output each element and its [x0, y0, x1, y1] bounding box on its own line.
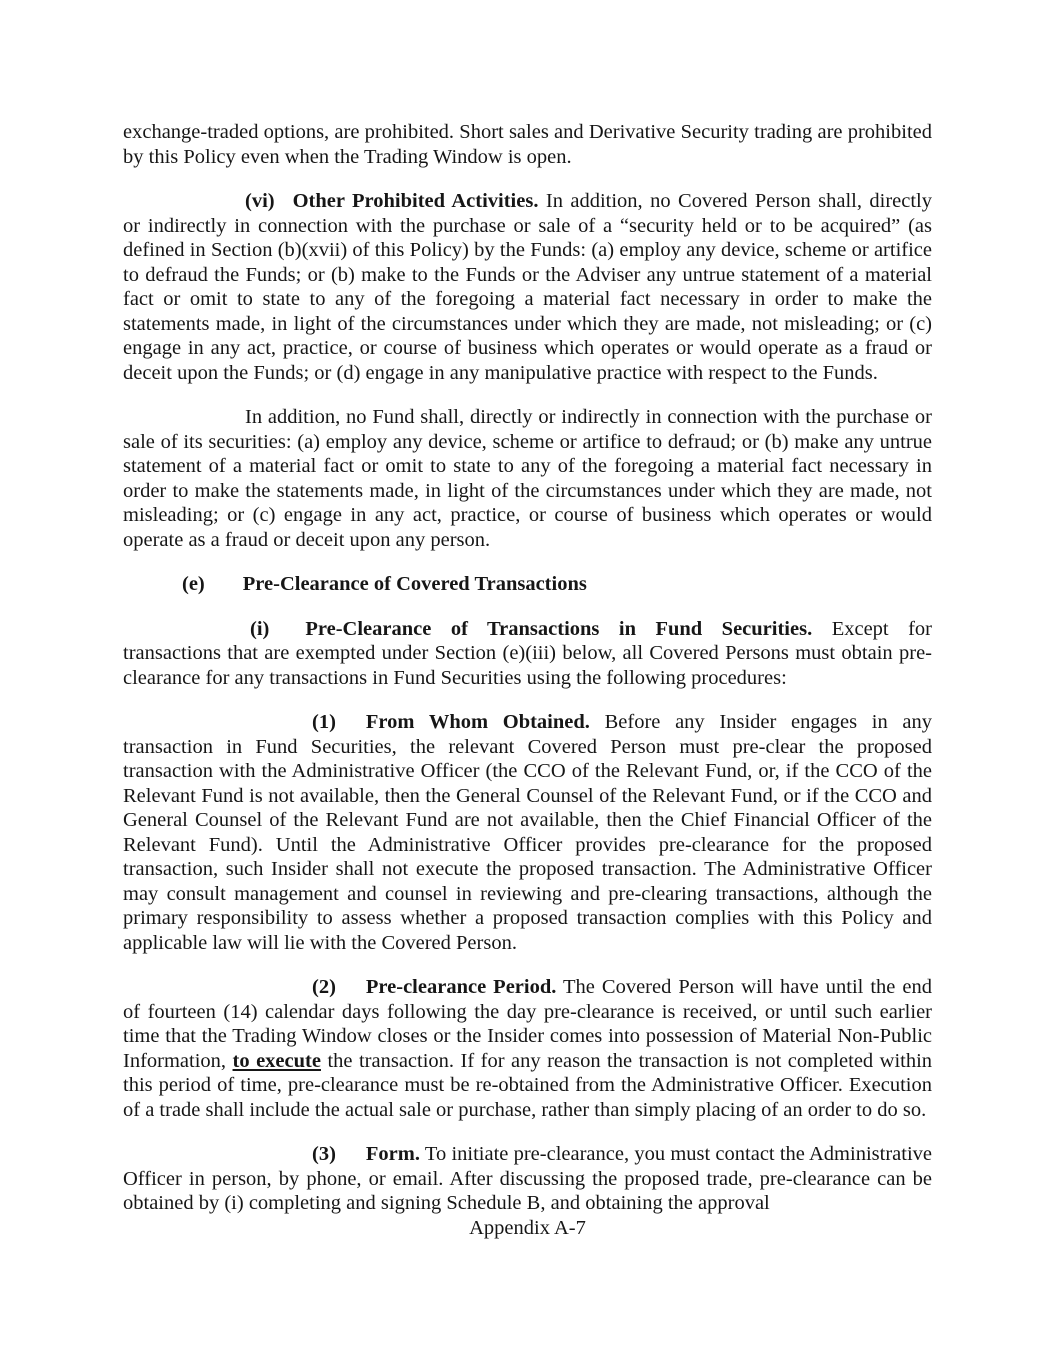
item-1-title: From Whom Obtained.	[365, 711, 590, 733]
section-e-title: Pre-Clearance of Covered Transactions	[242, 573, 587, 595]
item-1-paragraph	[123, 710, 932, 955]
continuation-paragraph	[123, 120, 932, 169]
clause-vi-title: Other Prohibited Activities.	[292, 190, 539, 212]
clause-i-paragraph	[123, 617, 932, 691]
tab-spacer	[336, 727, 366, 728]
item-2-paragraph	[123, 975, 932, 1122]
item-2-number: (2)	[312, 976, 336, 998]
item-3-body: To initiate pre-clearance, you must contact the Administrative Officer in person, by phone, or email. After discussing the proposed trade, pre-clearance can be obtained by (i) completing and signing Schedule B, and obtaining the approval	[123, 1143, 932, 1214]
item-1-body: Before any Insider engages in any transaction in Fund Securities, the relevant Covered Person must pre-clear the proposed transaction with the Administrative Officer (the CCO of the Relevant Fund, or, if the CCO of the Relevant Fund is not available, then the General Counsel of the Relevant Fund, or if the CCO and General Counsel of the Relevant Fund are not available, then the Chief Financial Officer of the Relevant Fund). Until the Administrative Officer provides pre-clearance for the proposed transaction, such Insider shall not execute the proposed transaction. The Administrative Officer may consult management and counsel in reviewing and pre-clearing transactions, although the primary responsibility to assess whether a proposed transaction complies with this Policy and applicable law will lie with the Covered Person.	[123, 711, 932, 954]
section-e-number: (e)	[182, 573, 205, 595]
item-2-body-end: the transaction. If for any reason the transaction is not completed within this period of time, pre-clearance must be re-obtained from the Administrative Officer. Execution of a trade shall include the actual sale or purchase, rather than simply placing of an order to do so.	[123, 1049, 933, 1121]
fund-paragraph-text: In addition, no Fund shall, directly or indirectly in connection with the purchase or sale of its securities: (a) employ any device, scheme or artifice to defraud; or (b) make any untrue statement of a material fact or omit to state to any of the foregoing a material fact necessary in order to make the statements made, in light of the circumstances under which they are made, not misleading; or (c) engage in any act, practice, or course of business which operates or would operate as a fraud or deceit upon any person.	[123, 406, 932, 551]
tab-spacer	[275, 206, 293, 207]
document-body	[123, 120, 932, 1240]
item-2-title: Pre-clearance Period.	[365, 976, 557, 998]
clause-vi-paragraph	[123, 189, 932, 385]
item-3-title: Form.	[365, 1143, 420, 1165]
clause-vi-number: (vi)	[245, 190, 275, 212]
fund-paragraph	[123, 405, 932, 552]
tab-spacer	[336, 992, 366, 993]
tab-spacer	[205, 589, 243, 590]
tab-spacer	[269, 634, 305, 635]
section-e-heading	[123, 572, 932, 597]
page-footer-text: Appendix A-7	[469, 1216, 586, 1239]
item-2-emphasized-phrase: to execute	[232, 1049, 321, 1072]
continuation-paragraph-text: exchange-traded options, are prohibited. Short sales and Derivative Security trading are prohibited by this Policy even when the Trading Window is open.	[123, 121, 932, 168]
clause-i-body: Except for transactions that are exempted under Section (e)(iii) below, all Covered Persons must obtain pre-clearance for any transactions in Fund Securities using the following procedures:	[123, 617, 933, 689]
clause-i-title: Pre-Clearance of Transactions in Fund Securities.	[305, 617, 813, 640]
clause-vi-body: In addition, no Covered Person shall, directly or indirectly in connection with the purchase or sale of a “security held or to be acquired” (as defined in Section (b)(xvii) of this Policy) by the Funds: (a) employ any device, scheme or artifice to defraud the Funds; or (b) make to the Funds or the Adviser any untrue statement of a material fact or omit to state to any of the foregoing a material fact necessary in order to make the statements made, in light of the circumstances under which they are made, not misleading; or (c) engage in any act, practice, or course of business which operates or would operate as a fraud or deceit upon the Funds; or (d) engage in any manipulative practice with respect to the Funds.	[123, 190, 932, 384]
tab-spacer	[336, 1159, 366, 1160]
item-3-number: (3)	[312, 1143, 336, 1165]
clause-i-number: (i)	[250, 617, 270, 640]
item-2-body-start: The Covered Person will have until the end of fourteen (14) calendar days following the day pre-clearance is received, or until such earlier time that the Trading Window closes or the Insider comes into possession of Material Non-Public Information,	[123, 976, 932, 1072]
item-1-number: (1)	[312, 711, 336, 733]
item-3-paragraph	[123, 1142, 932, 1216]
page-footer	[123, 1216, 932, 1241]
